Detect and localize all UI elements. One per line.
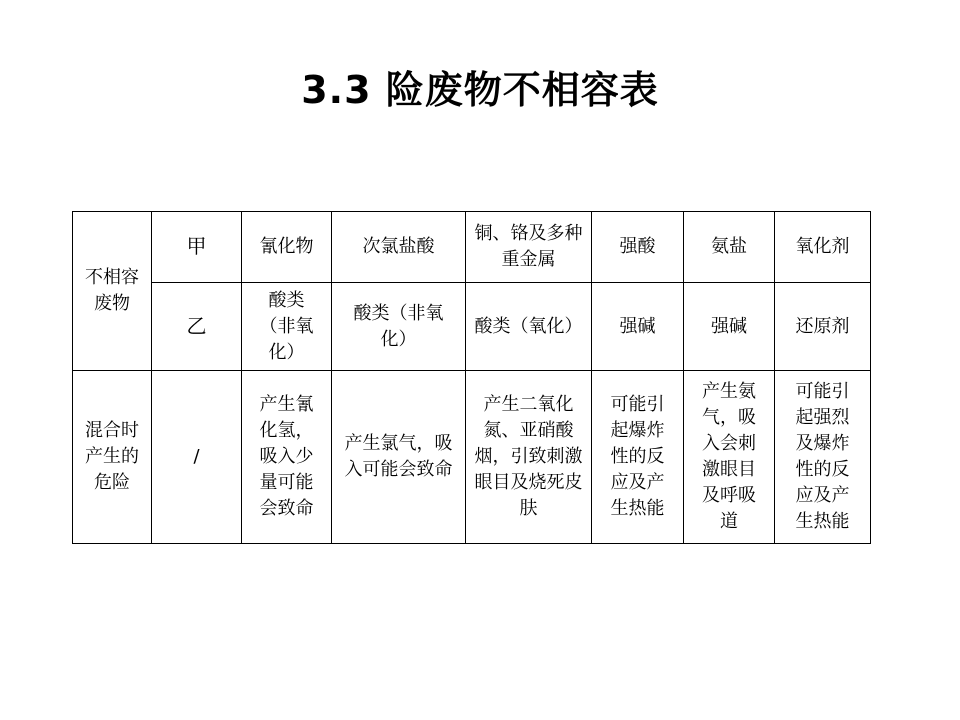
row-header-label: 混合时产生的危险 — [85, 420, 139, 493]
cell-text: 酸类（非氧化） — [353, 302, 444, 350]
table-cell — [332, 371, 466, 544]
row-a-label-cell — [152, 212, 242, 283]
table-cell: 氧化剂 — [775, 212, 871, 283]
cell-text: 产生氯气，吸入可能会致命 — [344, 433, 453, 480]
table-cell — [775, 371, 871, 544]
row-header-mixing-hazard — [73, 371, 152, 544]
cell-text: 可能引起强烈及爆炸性的反应及产生热能 — [795, 381, 850, 532]
row-header-label: 不相容废物 — [85, 267, 139, 314]
table-cell — [332, 283, 466, 371]
table-cell: 氨盐 — [684, 212, 775, 283]
table-cell: 还原剂 — [775, 283, 871, 371]
table-cell: 强碱 — [684, 283, 775, 371]
table-row-b — [73, 283, 871, 371]
incompatibility-table — [72, 211, 871, 544]
table-cell: 强酸 — [592, 212, 684, 283]
slide-title: 3.3 险废物不相容表 — [301, 68, 659, 112]
cell-text: 酸类（非氧化） — [259, 289, 314, 363]
table-cell: 强碱 — [592, 283, 684, 371]
cell-text: 可能引起爆炸性的反应及产生热能 — [610, 394, 665, 519]
row-b-label: 乙 — [186, 313, 207, 338]
table-row-a — [73, 212, 871, 283]
cell-text: 铜、铬及多种重金属 — [474, 223, 583, 270]
row-c-label-cell: / — [152, 371, 242, 544]
table-cell: 酸类（氧化） — [466, 283, 592, 371]
table-cell: 次氯盐酸 — [332, 212, 466, 283]
row-a-label: 甲 — [186, 234, 207, 258]
cell-text: 产生氨气，吸入会刺激眼目及呼吸道 — [702, 381, 756, 532]
table-cell — [466, 371, 592, 544]
table-cell — [242, 283, 332, 371]
cell-text: 产生二氧化氮、亚硝酸烟，引致刺激眼目及烧死皮肤 — [474, 394, 583, 519]
row-b-label-cell — [152, 283, 242, 371]
table-cell — [466, 212, 592, 283]
table-cell: 氰化物 — [242, 212, 332, 283]
table-cell — [242, 371, 332, 544]
row-header-incompatible-waste — [73, 212, 152, 371]
table-cell — [592, 371, 684, 544]
table-row-c — [73, 371, 871, 544]
table-cell — [684, 371, 775, 544]
cell-text: 产生氰化氢，吸入少量可能会致命 — [259, 394, 314, 519]
